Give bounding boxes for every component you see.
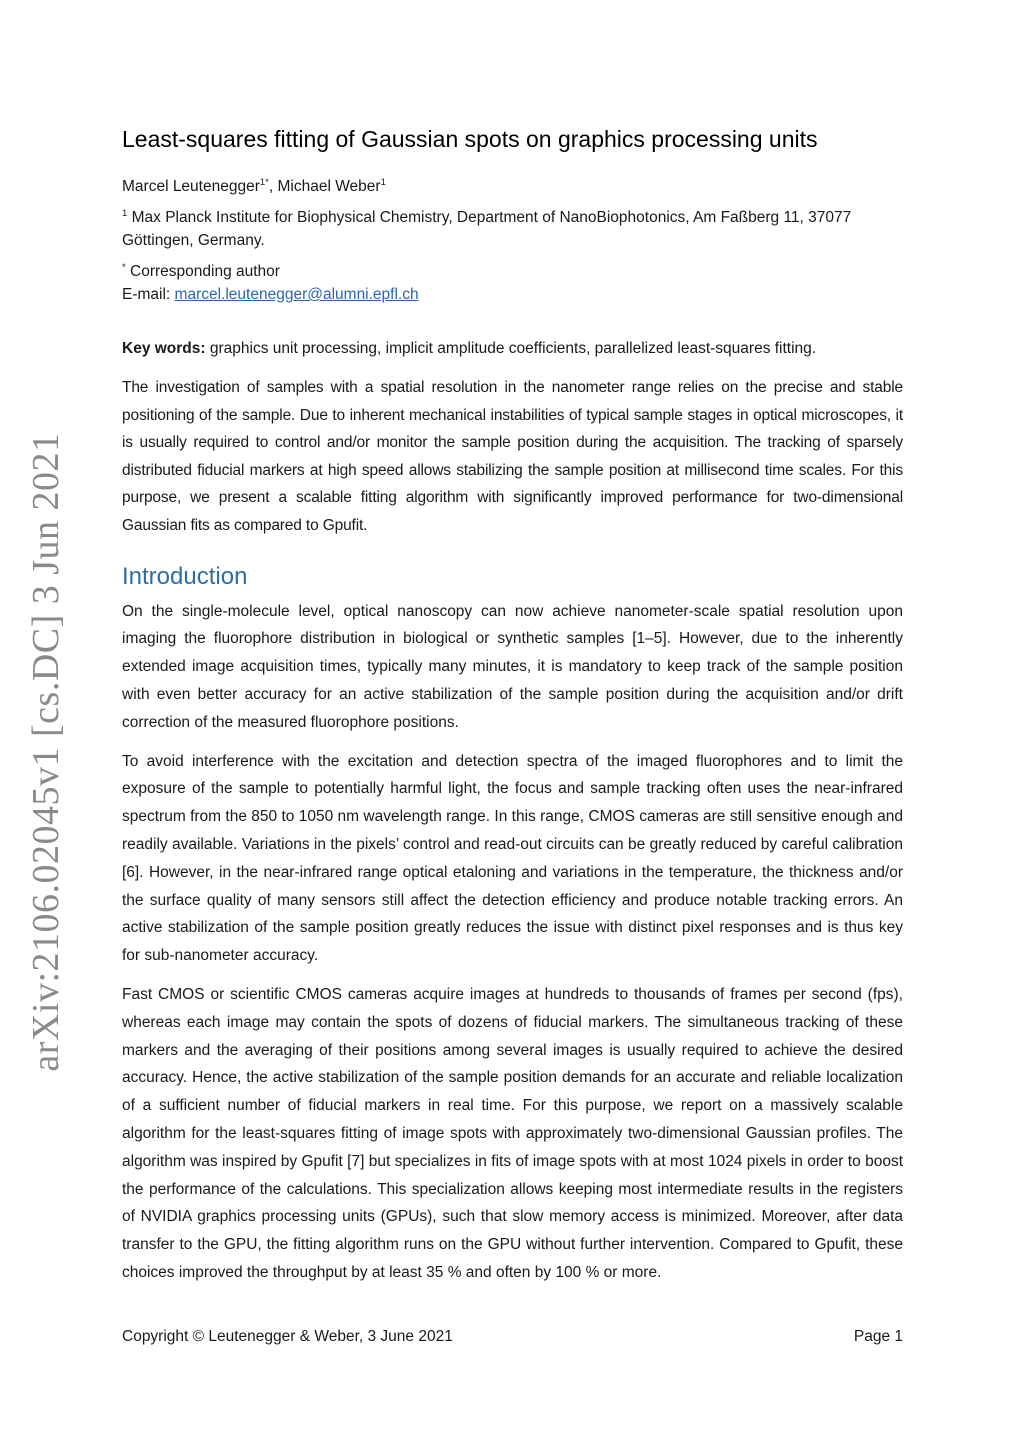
corresponding-label-line [122,260,903,283]
corresponding-author [122,260,903,306]
author-superscript: 1* [259,176,269,188]
affiliation [122,206,903,252]
author-name: Michael Weber [277,178,381,195]
email-link[interactable]: marcel.leutenegger@alumni.epfl.ch [174,286,419,303]
affiliation-text: Max Planck Institute for Biophysical Chemistry, Department of NanoBiophotonics, Am Faßberg 11, 37077 Göttingen, Germany. [122,209,852,249]
page-footer [122,1326,903,1348]
footer-copyright: Copyright © Leutenegger & Weber, 3 June 2021 [122,1328,453,1345]
keywords-label: Key words: [122,340,206,357]
corresponding-superscript: * [122,261,126,273]
email-prefix: E-mail: [122,286,175,303]
email-line [122,283,903,306]
arxiv-stamp-text: arXiv:2106.02045v1 [cs.DC] 3 Jun 2021 [25,432,67,1072]
body-paragraph: To avoid interference with the excitation and detection spectra of the imaged fluorophores and to limit the exposure of the sample to potentially harmful light, the focus and sample tracking often uses the near-infrared spectrum from the 850 to 1050 nm wavelength range. In this range, CMOS cameras are still sensitive enough and readily available. Variations in the pixels’ control and read-out circuits can be greatly reduced by careful calibration [6]. However, in the near-infrared range optical etaloning and variations in the temperature, the thickness and/or the surface quality of many sensors still affect the detection efficiency and produce notable tracking errors. An active stabilization of the sample position greatly reduces the issue with distinct pixel responses and is thus key for sub-nanometer accuracy. [122,752,903,965]
corresponding-label: Corresponding author [125,263,280,280]
keywords-text: graphics unit processing, implicit amplitude coefficients, parallelized least-squares fitting. [205,340,817,357]
affiliation-superscript: 1 [122,207,128,219]
footer-page-number: Page 1 [853,1328,903,1345]
body-paragraph: On the single-molecule level, optical nanoscopy can now achieve nanometer-scale spatial resolution upon imaging the fluorophore distribution in biological or synthetic samples [1–5]. However, due to the inherently extended image acquisition times, typically many minutes, it is mandatory to keep track of the sample position with even better accuracy for an active stabilization of the sample position during the acquisition and/or drift correction of the measured fluorophore positions. [122,602,903,731]
paper-title: Least-squares fitting of Gaussian spots on graphics processing units [122,126,818,152]
body-paragraph: Fast CMOS or scientific CMOS cameras acquire images at hundreds to thousands of frames per second (fps), whereas each image may contain the spots of dozens of fiducial markers. The simultaneous tracking of these markers and the averaging of their positions among several images is usually required to achieve the desired accuracy. Hence, the active stabilization of the sample position demands for an accurate and reliable localization of a sufficient number of fiducial markers in real time. For this purpose, we report on a massively scalable algorithm for the least-squares fitting of image spots with approximately two-dimensional Gaussian profiles. The algorithm was inspired by Gpufit [7] but specializes in fits of image spots with at most 1024 pixels in order to boost the performance of the calculations. This specialization allows keeping most intermediate results in the registers of NVIDIA graphics processing units (GPUs), such that slow memory access is minimized. Moreover, after data transfer to the GPU, the fitting algorithm runs on the GPU without further intervention. Compared to Gpufit, these choices improved the throughput by at least 35 % and often by 100 % or more. [122,985,903,1281]
content-column [122,120,903,1298]
section-heading-introduction: Introduction [122,562,248,590]
keywords [122,337,903,360]
author-superscript: 1 [380,176,386,188]
author-separator: , [268,178,278,195]
arxiv-stamp [0,0,90,1448]
author-list [122,176,903,198]
abstract: The investigation of samples with a spatial resolution in the nanometer range relies on the precise and stable positioning of the sample. Due to inherent mechanical instabilities of typical sample stages in optical microscopes, it is usually required to control and/or monitor the sample position during the acquisition. The tracking of sparsely distributed fiducial markers at high speed allows stabilizing the sample position at millisecond time scales. For this purpose, we present a scalable fitting algorithm with significantly improved performance for two-dimensional Gaussian fits as compared to Gpufit. [122,379,903,534]
author-name: Marcel Leutenegger [122,178,260,195]
